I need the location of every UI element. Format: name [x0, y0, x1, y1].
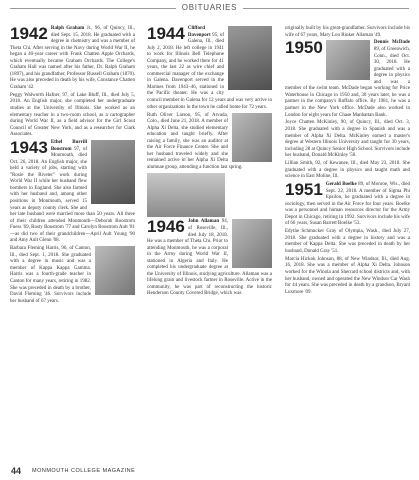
column-3	[285, 26, 410, 298]
obituary-text: Peggy Walworth Hafner, 97, of Lake Bluff, Ill., died July 5, 2018. An English major, she completed her undergraduate studies at the University of Illinois. She worked as an elementary teacher in a two-room school, as a cartographer during World War II, as a field advisor for the Girl Scout Council of Greater New York, and as a researcher for Clark Associates.	[10, 92, 135, 138]
obituary-entry	[10, 140, 135, 245]
page-number: 44	[11, 466, 22, 476]
class-year: 1944	[147, 24, 185, 43]
class-year: 1951	[285, 180, 323, 200]
obituary-entry	[285, 161, 410, 181]
class-year: 1943	[10, 138, 48, 158]
obituary-text: originally built by his great-grandfather. Survivors include his wife of 67 years, Mary Lou Rinker Allaman '49.	[285, 26, 410, 38]
covered-bridge-photo	[147, 173, 225, 217]
obituary-name: Ethel Burrill Boostrom	[50, 140, 87, 152]
column-1	[10, 26, 135, 307]
obituary-entry	[10, 26, 135, 91]
obituary-name: Clifford Davenport	[187, 26, 211, 38]
obituary-text: Barbara Fleming Harris, 96, of Canton, Ill., died Sept. 1, 2018. She graduated with a degree in music and was a member of Kappa Kappa Gamma. Harris was a fourth-grade teacher in Canton for many years, retiring in 1982. She was preceded in death by a brother, David Fleming '46. Survivors include her husband of 67 years.	[10, 246, 91, 304]
obituary-entry	[285, 26, 410, 39]
obituary-entry	[285, 120, 410, 159]
obituary-entry	[147, 26, 272, 111]
obituary-name: Ralph Graham	[50, 26, 85, 31]
obituary-name: Gerald Boelke	[325, 182, 357, 188]
obituary-entry	[147, 113, 272, 172]
obituary-entry	[285, 40, 410, 119]
obituary-text: 97, of Monmouth, died Oct. 26, 2018. An English major, she held a variety of jobs, starting with "Rosie the Riveter" work during World War II while her husband flew bombers in England. She also farmed with her husband and, among other positions in Monmouth, served 15 years as deputy county clerk. She and her late husband were married more than 50 years. All three of their children attended Monmouth—Deborah Boostrom Fuess '69, Rusty Boostrom '77 and Carolyn Boostrom Ault '81—as did two of their grandchildren—April Ault Young '90 and Amy Ault Glenn '08.	[10, 146, 135, 244]
portrait-photo	[95, 246, 135, 295]
obituary-name: John Allaman	[187, 219, 220, 225]
column-2	[147, 26, 272, 299]
obituary-text: Lillian Smith, 92, of Kewanee, Ill., died May 23, 2018. She graduated with a degree in physics and taught math and science in East Moline, Ill.	[285, 161, 410, 180]
portrait-photo	[232, 113, 272, 162]
class-year: 1942	[10, 24, 48, 43]
portrait-photo	[326, 40, 370, 80]
class-year: 1946	[147, 217, 185, 237]
obituary-text: Edythe Schmucker Gray of Olympia, Wash., died July 27, 2018. She graduated with a degree in history and was a member of Kappa Delta. She was preceded in death by her husband, Donald Gray '51.	[285, 229, 410, 254]
class-year: 1950	[285, 38, 323, 58]
header	[0, 0, 419, 16]
obituary-text: 89, of Monroe, Wis., died Sept. 22, 2018. A member of Sigma Phi Epsilon, he graduated with a degree in sociology, then served in the Air Force for four years. Boelke was a personnel and human resources director for the Army Depot in Chicago, retiring in 1992. Survivors include his wife of 66 years, Susan Barrett Boelke '53.	[285, 182, 410, 227]
obituary-entry	[147, 219, 272, 298]
obituary-text: 95, of Galena, Ill., died July 2, 2018. He left college in 1941 to work for Illinois Bell Telephone Company, and he worked there for 41 years, the last 22 as wire chief and commercial manager of the exchange in Galena. Davenport served in the Marines from 1943–46, stationed in the Pacific theater. He was a city council member in Galena for 12 years and was very active in other organizations in the town he called home for 72 years.	[147, 32, 272, 110]
portrait-photo	[91, 140, 135, 204]
obituary-text: 94, of Roseville, Ill., died July 18, 2018. He was a member of Theta Chi. Prior to attending Monmouth, he was a corporal in the Army during World War II, stationed in Algeria and Italy. He completed his undergraduate degree at the University of Illinois, studying agriculture. Allaman was a lifelong grain and livestock farmer in Roseville. Active in the community, he was part of reconstructing the historic Henderson County Covered Bridge, which was	[147, 219, 272, 297]
obituary-text: Jr., 96, of Quincy, Ill., died Sept. 15, 2018. He graduated with a degree in chemistry and was a member of Theta Chi. After serving in the Navy during World War II, he began a 40-year career with Frank Chatten Apple Orchards, which eventually became Graham Orchards. The College's Graham Hall was named after his father, Dr. Ralph Graham (1897), and his grandfather, Professor Russell Graham (1870). He was also preceded in death by his wife, Constance Chatten Graham '42.	[10, 26, 135, 90]
page-title: OBITUARIES	[176, 3, 243, 12]
obituary-name: Dennis McDade	[373, 40, 410, 46]
obituary-entry	[285, 182, 410, 228]
magazine-name: MONMOUTH COLLEGE MAGAZINE	[32, 468, 136, 474]
obituary-entry	[10, 246, 135, 305]
obituary-entry	[285, 229, 410, 255]
obituary-text: Joyce Chatten McKinley, 90, of Quincy, Ill., died Oct. 3, 2018. She graduated with a degree in Spanish and was a member of Alpha Xi Delta. McKinley earned a master's degree at Western Illinois University and taught for 30 years, including 28 at Quincy Senior High School. Survivors include her husband, Donald McKinley '50.	[285, 120, 410, 159]
obituary-text: Marcia Hickok Johnson, 88, of New Windsor, Ill., died Aug. 16, 2018. She was a member of Alpha Xi Delta. Johnson worked for the Winola and Sherrard school districts and, with her husband, owned and operated the New Windsor Car Wash for 44 years. She was preceded in death by a grandson, Bryant Luxmore '09.	[285, 256, 410, 295]
obituary-entry	[10, 93, 135, 139]
portrait-photo	[232, 219, 272, 268]
obituary-text: Ruth Oliver Larson, 95, of Arvada, Colo., died June 21, 2018. A member of Alpha Xi Delta, she studied elementary education and taught briefly. After raising a family, she was an auditor at the Air Force Finance Center. She and her husband traveled widely and she remained active in her Alpha Xi Delta alumnae group, attending a function last spring.	[147, 112, 243, 170]
obituary-text: 89, of Greenwich, Conn., died Oct. 30, 2018. He graduated with a degree in physics and was a member of the swim team. McDade began working for Price Waterhouse in Chicago in 1950 and, 30 years later, he was a partner in the company's Buffalo office. By 1981, he was a partner in the New York office. McDade also worked in London for eight years for Chase Manhattan Bank.	[285, 47, 410, 118]
obituary-entry	[285, 257, 410, 296]
portrait-photo	[228, 26, 272, 90]
